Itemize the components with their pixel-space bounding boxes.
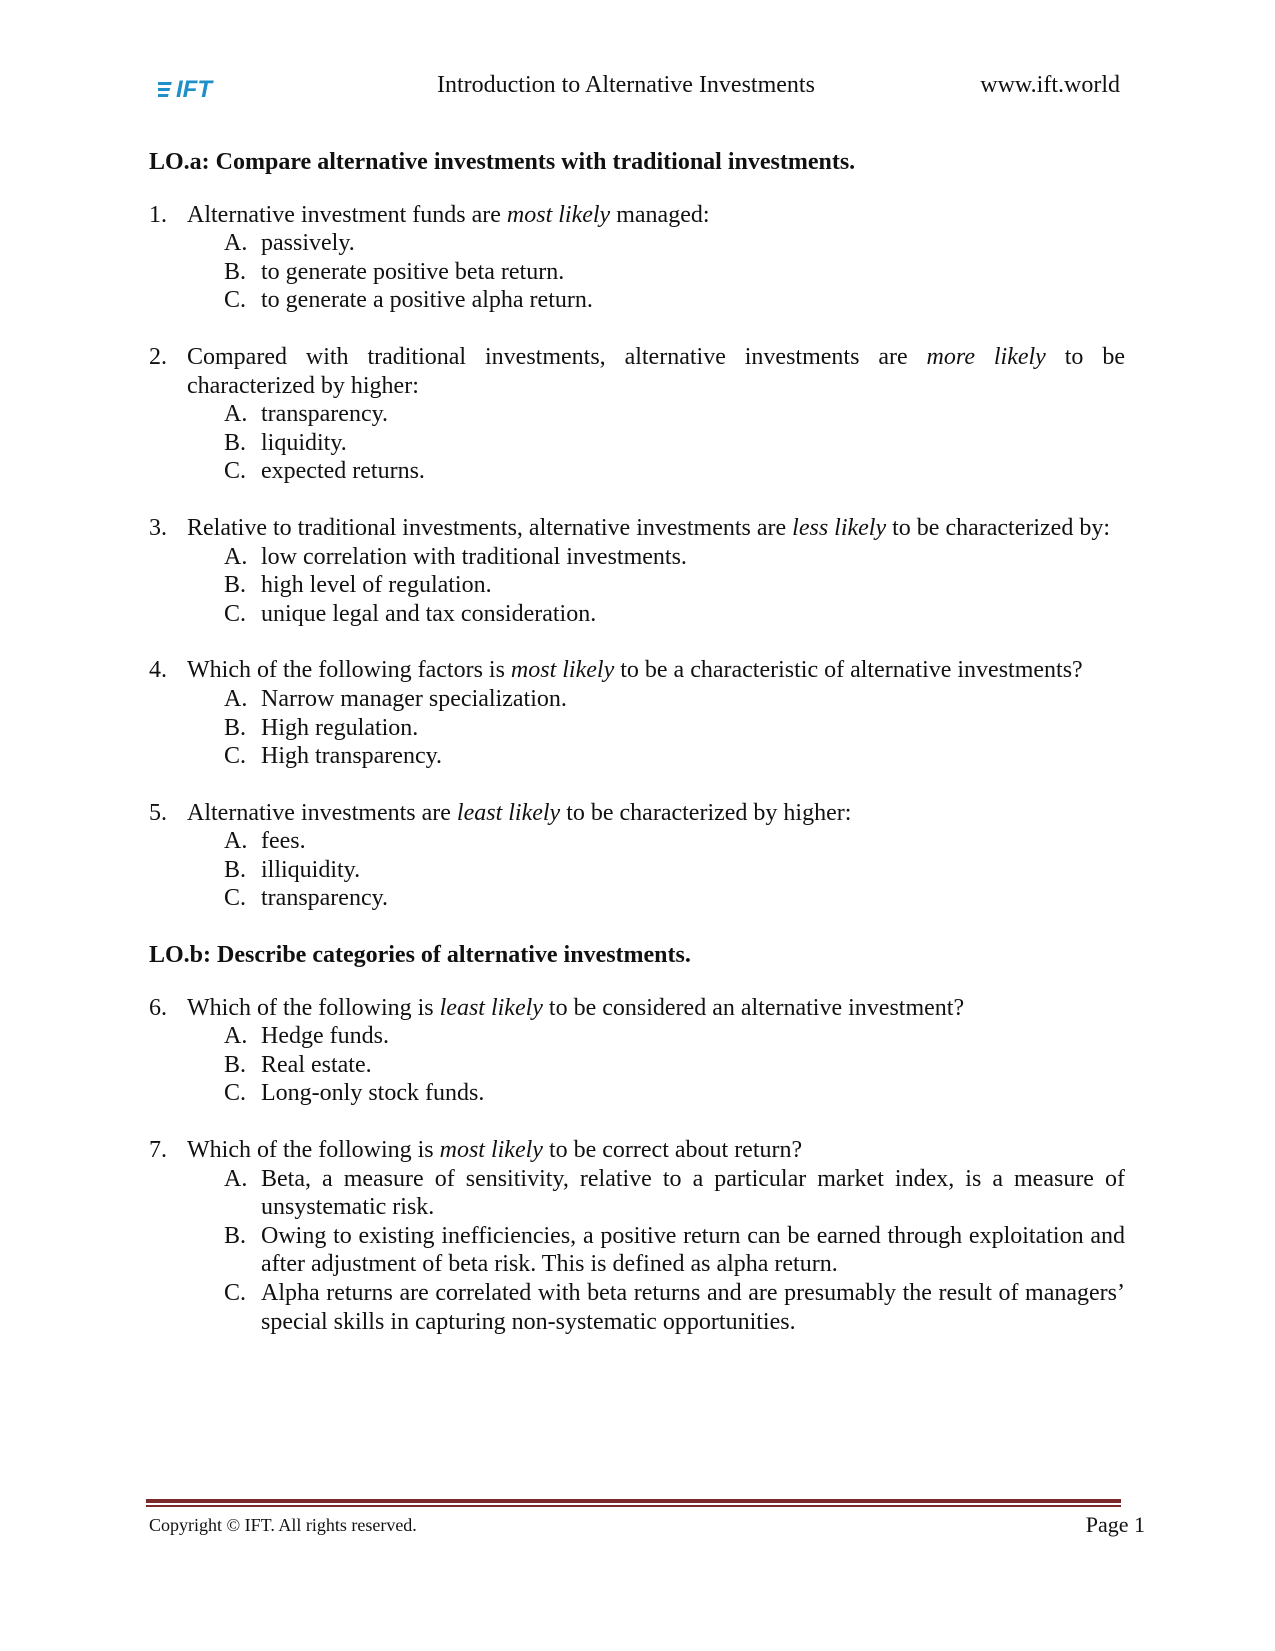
option-letter: A. xyxy=(224,543,248,570)
question-emphasis: less likely xyxy=(792,514,887,541)
question-emphasis: most likely xyxy=(510,657,615,684)
section-heading: LO.b: Describe categories of alternative investments. xyxy=(149,942,691,969)
option-letter: B. xyxy=(224,429,247,456)
answer-option xyxy=(224,1222,1125,1279)
option-text: Alpha returns are correlated with beta returns and are presumably the result of managers’ special skills in capturing non-systematic opportunities. xyxy=(261,1280,1125,1335)
option-list xyxy=(187,229,1125,315)
question-text: to be characterized by higher: xyxy=(187,343,1125,399)
question-number: 3. xyxy=(149,514,167,541)
option-letter: C. xyxy=(224,458,247,485)
question-number: 4. xyxy=(149,657,167,684)
answer-option xyxy=(224,600,1125,629)
answer-option xyxy=(224,685,1125,714)
question-text: to be considered an alternative investment? xyxy=(542,994,965,1021)
question-stem xyxy=(187,514,1125,543)
option-letter: A. xyxy=(224,828,248,855)
option-text: expected returns. xyxy=(261,458,425,485)
option-letter: B. xyxy=(224,572,247,599)
option-letter: A. xyxy=(224,685,248,712)
question-emphasis: most likely xyxy=(439,1137,543,1164)
question-number: 5. xyxy=(149,799,167,826)
option-text: low correlation with traditional investments. xyxy=(261,543,687,570)
question-text: Which of the following factors is xyxy=(187,657,511,684)
option-text: Real estate. xyxy=(261,1051,372,1078)
question xyxy=(149,994,1125,1108)
option-text: fees. xyxy=(261,828,306,855)
question-emphasis: least likely xyxy=(456,799,561,826)
option-letter: C. xyxy=(224,600,247,627)
answer-option xyxy=(224,1022,1125,1051)
option-list xyxy=(187,400,1125,486)
header-url: www.ift.world xyxy=(980,72,1120,98)
question xyxy=(149,201,1125,315)
answer-option xyxy=(224,827,1125,856)
option-list xyxy=(187,1022,1125,1108)
header-title: Introduction to Alternative Investments xyxy=(437,72,815,98)
option-list xyxy=(187,685,1125,771)
option-text: High regulation. xyxy=(261,714,419,741)
option-text: transparency. xyxy=(261,885,389,912)
answer-option xyxy=(224,1079,1125,1108)
question xyxy=(149,1136,1125,1336)
question-text: to be a characteristic of alternative investments? xyxy=(614,657,1083,684)
answer-option xyxy=(224,400,1125,429)
question-stem xyxy=(187,799,1125,828)
option-letter: B. xyxy=(224,1051,247,1078)
question-text: Relative to traditional investments, alternative investments are xyxy=(187,514,793,541)
option-text: Owing to existing inefficiencies, a positive return can be earned through exploitation and after adjustment of beta risk. This is defined as alpha return. xyxy=(261,1222,1125,1278)
option-letter: B. xyxy=(224,258,247,285)
option-letter: C. xyxy=(224,743,247,770)
page-header xyxy=(0,70,1275,110)
option-list xyxy=(187,1165,1125,1337)
answer-option xyxy=(224,884,1125,913)
answer-option xyxy=(224,1279,1125,1336)
option-letter: C. xyxy=(224,885,247,912)
question-list xyxy=(149,148,1125,1364)
question-number: 2. xyxy=(149,343,167,370)
option-text: transparency. xyxy=(261,401,389,428)
option-text: Long-only stock funds. xyxy=(261,1080,485,1107)
question-text: to be characterized by higher: xyxy=(560,799,852,826)
question-text: Alternative investments are xyxy=(187,799,457,826)
option-letter: B. xyxy=(224,714,247,741)
question-emphasis: most likely xyxy=(506,201,611,228)
option-letter: A. xyxy=(224,401,248,428)
option-letter: C. xyxy=(224,287,247,314)
answer-option xyxy=(224,258,1125,287)
question-emphasis: least likely xyxy=(439,994,543,1021)
option-text: Narrow manager specialization. xyxy=(261,685,567,712)
answer-option xyxy=(224,571,1125,600)
option-letter: B. xyxy=(224,1222,247,1249)
option-list xyxy=(187,543,1125,629)
option-list xyxy=(187,827,1125,913)
option-text: illiquidity. xyxy=(261,856,361,883)
question xyxy=(149,343,1125,486)
question-text: Compared with traditional investments, alternative investments are xyxy=(187,343,927,370)
answer-option xyxy=(224,1165,1125,1222)
option-text: to generate a positive alpha return. xyxy=(261,287,593,314)
footer-copyright: Copyright © IFT. All rights reserved. xyxy=(149,1515,417,1535)
option-text: Hedge funds. xyxy=(261,1023,389,1050)
answer-option xyxy=(224,1051,1125,1080)
option-text: unique legal and tax consideration. xyxy=(261,600,597,627)
question-text: Which of the following is xyxy=(187,1137,440,1164)
answer-option xyxy=(224,429,1125,458)
question-stem xyxy=(187,656,1125,685)
question-text: to be correct about return? xyxy=(542,1137,803,1164)
question-number: 6. xyxy=(149,994,167,1021)
question-number: 7. xyxy=(149,1137,167,1164)
question-stem xyxy=(187,994,1125,1023)
question xyxy=(149,656,1125,770)
option-letter: A. xyxy=(224,230,248,257)
option-text: Beta, a measure of sensitivity, relative to a particular market index, is a measure of unsystematic risk. xyxy=(261,1165,1125,1221)
option-letter: A. xyxy=(224,1023,248,1050)
question-emphasis: more likely xyxy=(926,343,1046,370)
option-letter: C. xyxy=(224,1280,247,1306)
option-text: high level of regulation. xyxy=(261,572,492,599)
question-text: Which of the following is xyxy=(187,994,440,1021)
question-stem xyxy=(187,343,1125,400)
question-text: managed: xyxy=(610,201,710,228)
question-stem xyxy=(187,1136,1125,1165)
logo-text: IFT xyxy=(176,76,212,102)
footer-divider-thin xyxy=(146,1505,1121,1507)
question-number: 1. xyxy=(149,201,167,228)
option-text: to generate positive beta return. xyxy=(261,258,565,285)
answer-option xyxy=(224,543,1125,572)
answer-option xyxy=(224,714,1125,743)
question-text: Alternative investment funds are xyxy=(187,201,507,228)
answer-option xyxy=(224,229,1125,258)
question-text: to be characterized by: xyxy=(886,514,1110,541)
section-heading: LO.a: Compare alternative investments with traditional investments. xyxy=(149,149,856,175)
answer-option xyxy=(224,856,1125,885)
option-letter: B. xyxy=(224,856,247,883)
question-stem xyxy=(187,201,1125,230)
footer-divider xyxy=(146,1499,1121,1503)
answer-option xyxy=(224,742,1125,771)
option-letter: A. xyxy=(224,1165,248,1192)
option-text: liquidity. xyxy=(261,429,347,456)
option-text: High transparency. xyxy=(261,743,443,770)
option-letter: C. xyxy=(224,1080,247,1107)
answer-option xyxy=(224,286,1125,315)
ift-logo xyxy=(158,74,238,102)
question xyxy=(149,799,1125,913)
answer-option xyxy=(224,457,1125,486)
question xyxy=(149,514,1125,628)
option-text: passively. xyxy=(261,230,355,257)
page-number: Page 1 xyxy=(1085,1512,1145,1537)
